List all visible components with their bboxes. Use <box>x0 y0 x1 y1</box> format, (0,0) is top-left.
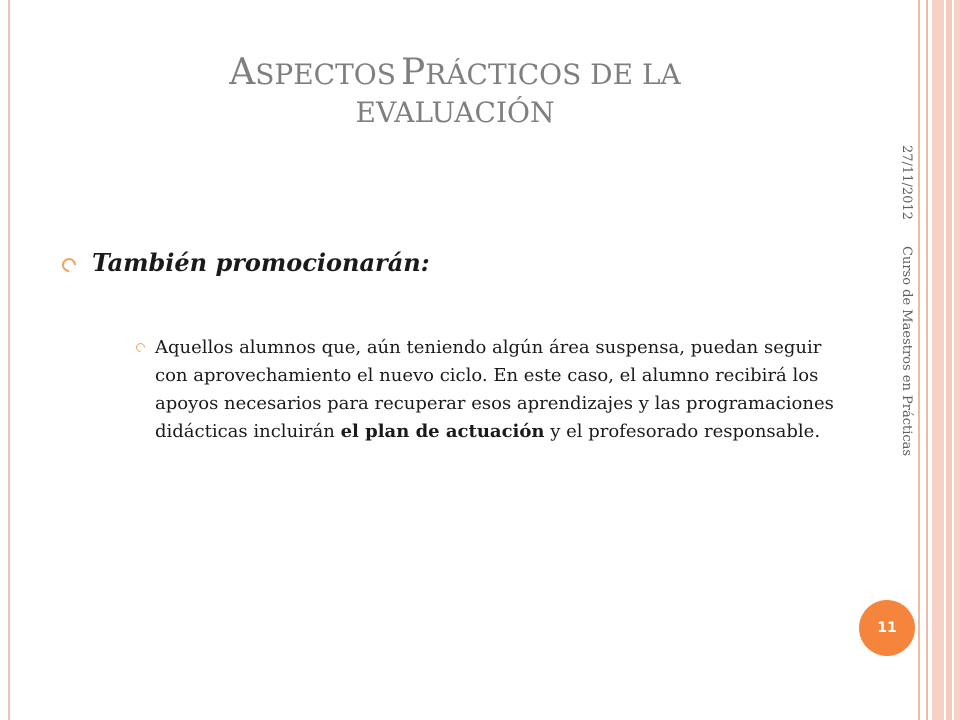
bullet-icon <box>134 341 147 354</box>
title-line-1 <box>60 50 850 95</box>
right-decorative-stripes <box>918 0 960 720</box>
page-number-badge <box>859 600 915 656</box>
stripe <box>954 0 960 720</box>
bullet-text: Aquellos alumnos que, aún teniendo algún área suspensa, puedan seguir con aprovechamiento el nuevo ciclo. En este caso, el alumno recibirá los apoyos necesarios para recuperar esos aprendizajes y las programaciones didácticas incluirán <box>155 337 834 442</box>
stripe <box>946 0 952 720</box>
course-name: Curso de Maestros en Prácticas <box>899 246 914 457</box>
slide-title <box>60 50 850 130</box>
bullet-level-2 <box>155 334 835 446</box>
bullet-text: y el profesorado responsable. <box>544 421 821 442</box>
bullet-icon <box>59 255 79 275</box>
slide-date: 27/11/2012 <box>899 145 914 220</box>
left-border-line <box>8 0 10 720</box>
bullet-bold-text: el plan de actuación <box>340 421 545 442</box>
side-vertical-text <box>892 145 914 505</box>
page-number: 11 <box>877 620 897 636</box>
title-word: RÁCTICOS DE LA <box>425 58 681 91</box>
title-initial: P <box>401 52 426 93</box>
stripe <box>932 0 944 720</box>
title-line-2 <box>60 95 850 130</box>
title-word: SPECTOS <box>255 58 396 91</box>
stripe <box>918 0 920 720</box>
title-initial: A <box>229 52 256 93</box>
stripe <box>926 0 928 720</box>
bullet-level-1: También promocionarán: <box>92 248 430 277</box>
title-word: EVALUACIÓN <box>355 96 555 129</box>
